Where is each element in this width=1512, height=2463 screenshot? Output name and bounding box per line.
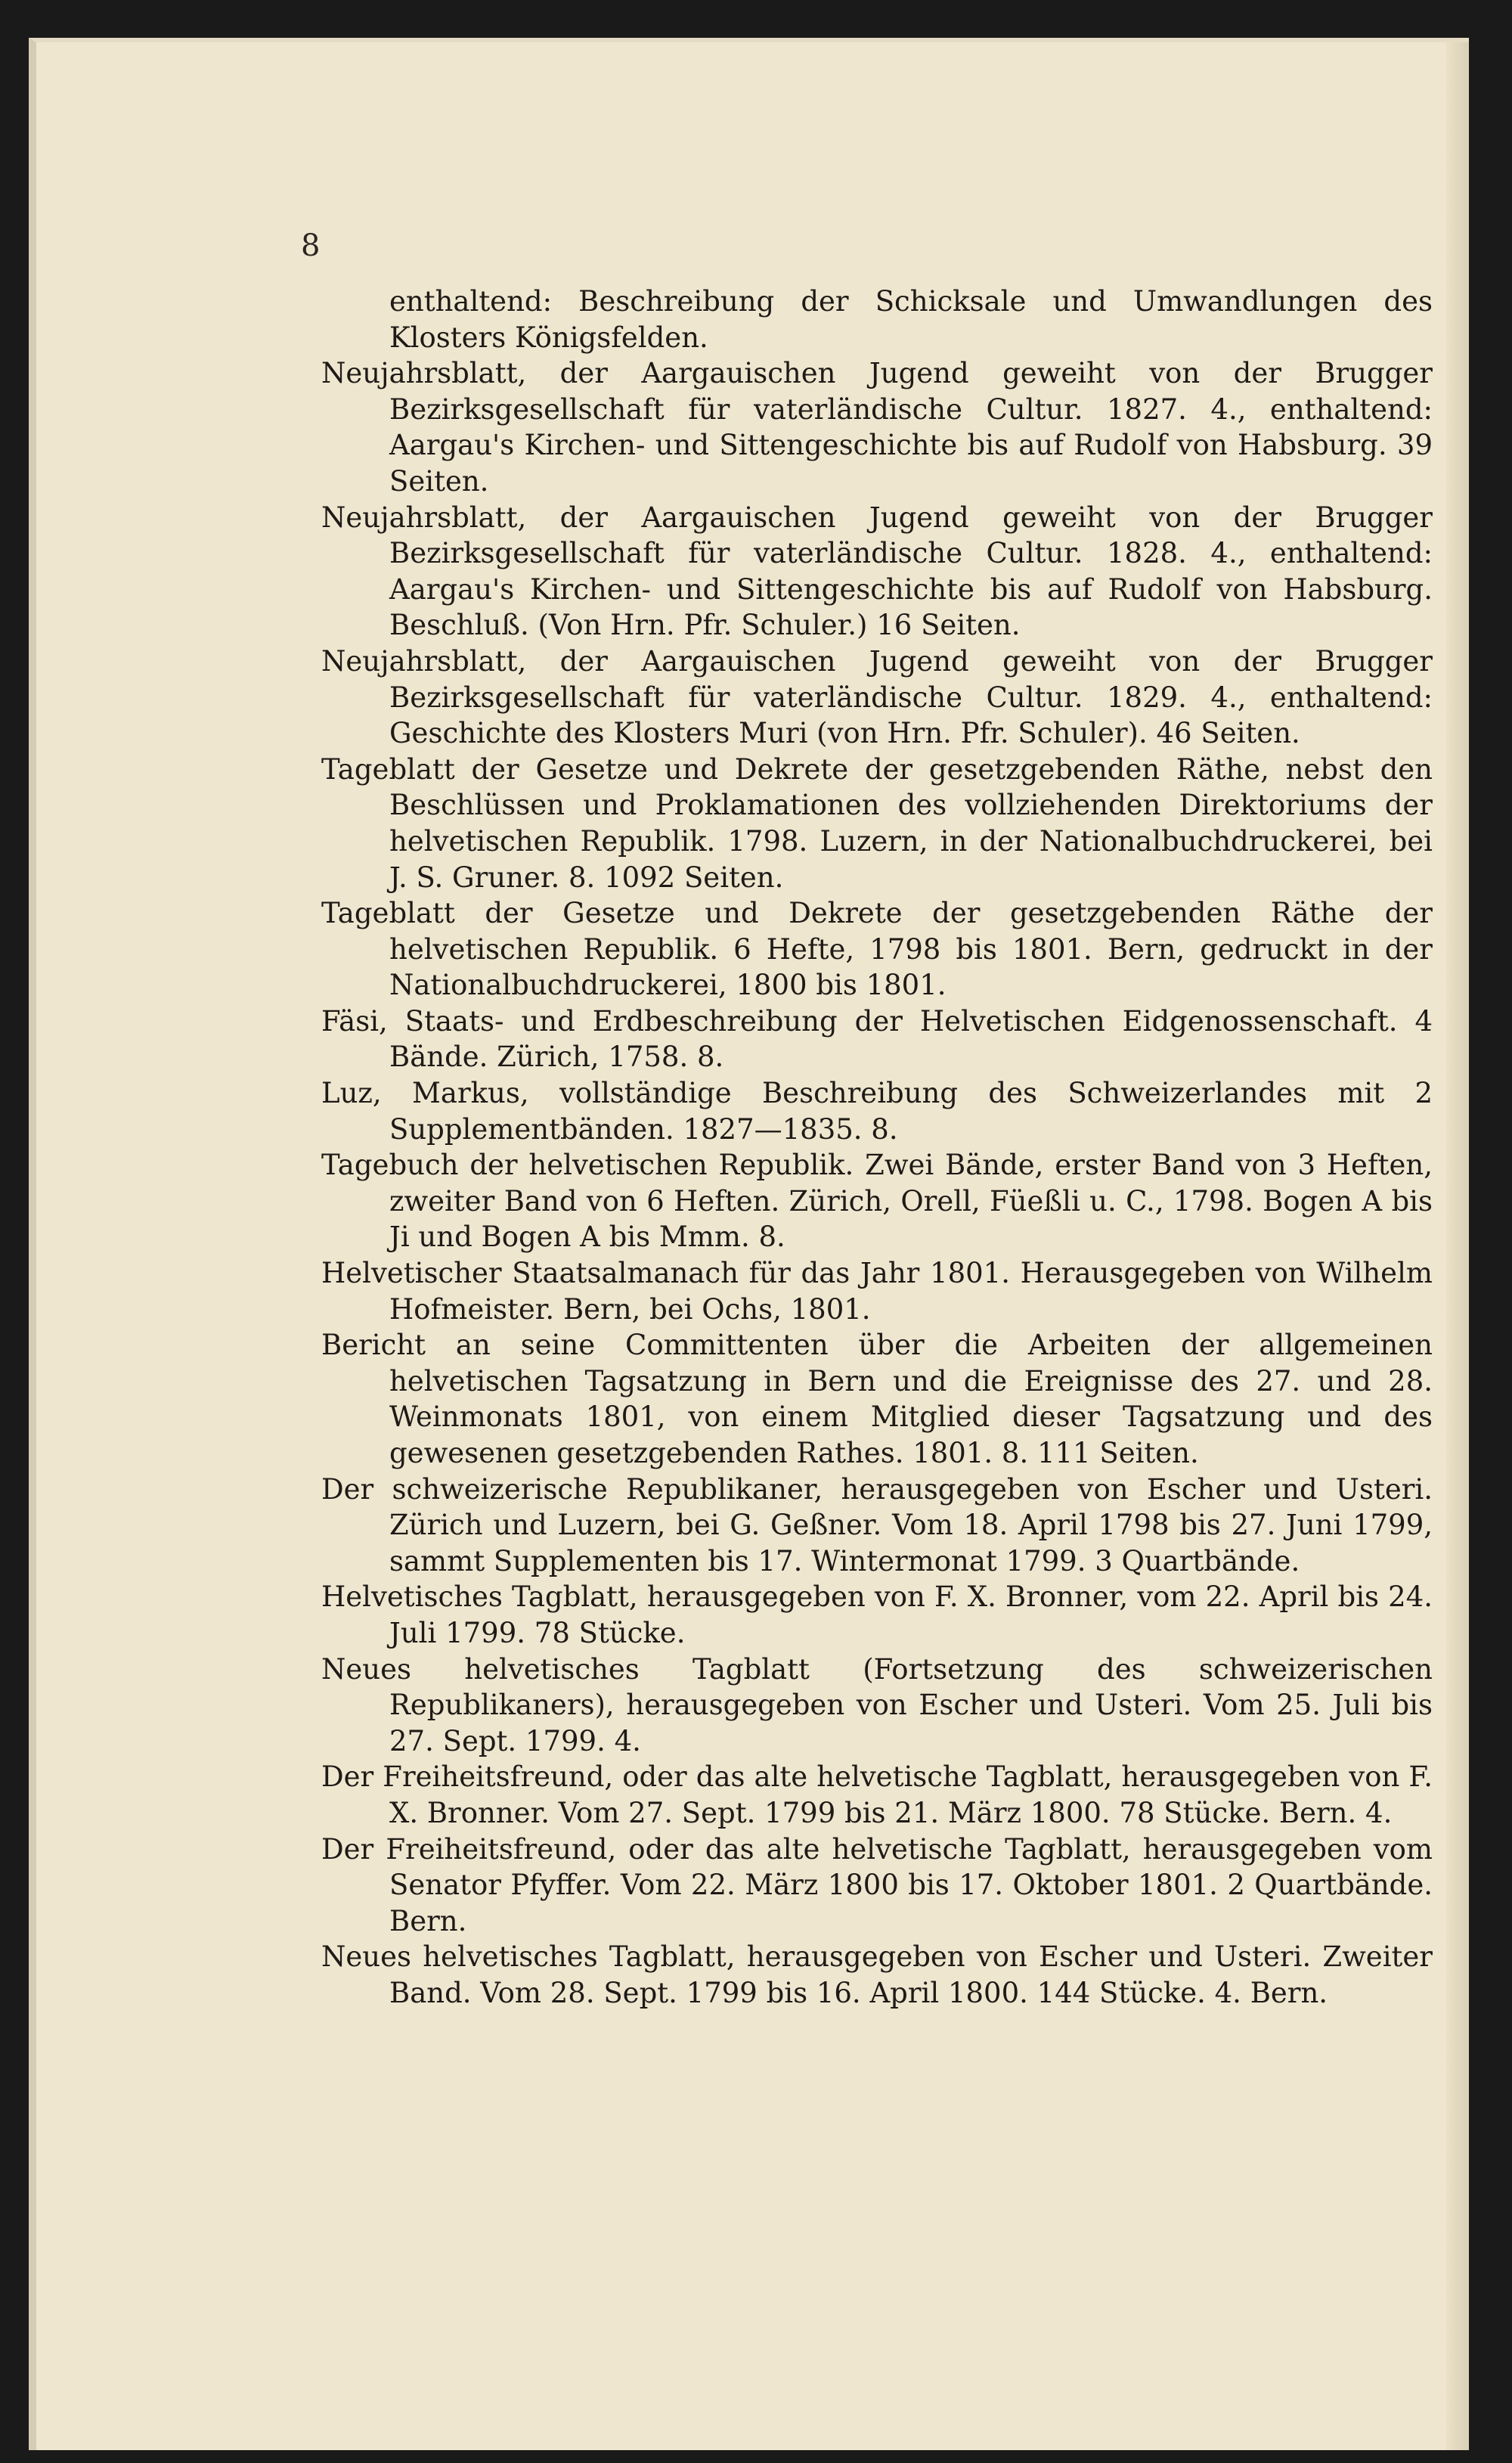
page-edge (1446, 42, 1469, 2450)
bibliography-entry: Neues helvetisches Tagblatt (Fortsetzung des schweizerischen Republikaners), herausgegeben von Escher und Usteri. Vom 25. Juli bis 27. Sept. 1799. 4. (321, 1652, 1433, 1757)
bibliography-entry: Tageblatt der Gesetze und Dekrete der gesetzgebenden Räthe der helvetischen Republik. 6 Hefte, 1798 bis 1801. Bern, gedruckt in der Nationalbuchdruckerei, 1800 bis 1801. (321, 897, 1433, 1002)
bibliography-entry: Neujahrsblatt, der Aargauischen Jugend geweiht von der Brugger Bezirksgesellschaft für vaterländische Cultur. 1829. 4., enthaltend: Geschichte des Klosters Muri (von Hrn. Pfr. Schuler). 46 Seiten. (321, 644, 1433, 750)
bibliography-entry: Fäsi, Staats- und Erdbeschreibung der Helvetischen Eidgenossenschaft. 4 Bände. Zürich, 1758. 8. (321, 1004, 1433, 1074)
bibliography-entry: Helvetischer Staatsalmanach für das Jahr 1801. Herausgegeben von Wilhelm Hofmeister. Bern, bei Ochs, 1801. (321, 1257, 1433, 1326)
bibliography-entry: Neues helvetisches Tagblatt, herausgegeben von Escher und Usteri. Zweiter Band. Vom 28. Sept. 1799 bis 16. April 1800. 144 Stücke. 4. Bern. (321, 1940, 1433, 2009)
page-number: 8 (301, 228, 321, 263)
bibliography-entry: Der Freiheitsfreund, oder das alte helvetische Tagblatt, herausgegeben vom Senator Pfyffer. Vom 22. März 1800 bis 17. Oktober 1801. 2 Quartbände. Bern. (321, 1832, 1433, 1937)
bibliography-entry: Der Freiheitsfreund, oder das alte helvetische Tagblatt, herausgegeben von F. X. Bronner. Vom 27. Sept. 1799 bis 21. März 1800. 78 Stücke. Bern. 4. (321, 1760, 1433, 1829)
bibliography-entry: Helvetisches Tagblatt, herausgegeben von F. X. Bronner, vom 22. April bis 24. Juli 1799. 78 Stücke. (321, 1580, 1433, 1649)
bibliography-entry: Neujahrsblatt, der Aargauischen Jugend geweiht von der Brugger Bezirksgesellschaft für vaterländische Cultur. 1827. 4., enthaltend: Aargau's Kirchen- und Sittengeschichte bis auf Rudolf von Habsburg. 39 Seiten. (321, 357, 1433, 498)
bibliography-entry: Tagebuch der helvetischen Republik. Zwei Bände, erster Band von 3 Heften, zweiter Band von 6 Heften. Zürich, Orell, Füeßli u. C., 1798. Bogen A bis Ji und Bogen A bis Mmm. 8. (321, 1149, 1433, 1254)
bibliography-entry: Bericht an seine Committenten über die Arbeiten der allgemeinen helvetischen Tagsatzung in Bern und die Ereignisse des 27. und 28. Weinmonats 1801, von einem Mitglied dieser Tagsatzung und des gewesenen gesetzgebenden Rathes. 1801. 8. 111 Seiten. (321, 1329, 1433, 1469)
bibliography-list (321, 284, 1433, 2012)
bibliography-entry: Der schweizerische Republikaner, herausgegeben von Escher und Usteri. Zürich und Luzern, bei G. Geßner. Vom 18. April 1798 bis 27. Juni 1799, sammt Supplementen bis 17. Wintermonat 1799. 3 Quartbände. (321, 1472, 1433, 1577)
bibliography-entry: Tageblatt der Gesetze und Dekrete der gesetzgebenden Räthe, nebst den Beschlüssen und Proklamationen des vollziehenden Direktoriums der helvetischen Republik. 1798. Luzern, in der Nationalbuchdruckerei, bei J. S. Gruner. 8. 1092 Seiten. (321, 752, 1433, 894)
bibliography-entry: Neujahrsblatt, der Aargauischen Jugend geweiht von der Brugger Bezirksgesellschaft für vaterländische Cultur. 1828. 4., enthaltend: Aargau's Kirchen- und Sittengeschichte bis auf Rudolf von Habsburg. Beschluß. (Von Hrn. Pfr. Schuler.) 16 Seiten. (321, 501, 1433, 642)
bibliography-entry: enthaltend: Beschreibung der Schicksale und Umwandlungen des Klosters Königsfelden. (389, 285, 1433, 354)
bibliography-entry: Luz, Markus, vollständige Beschreibung des Schweizerlandes mit 2 Supplementbänden. 1827—1835. 8. (321, 1077, 1433, 1146)
